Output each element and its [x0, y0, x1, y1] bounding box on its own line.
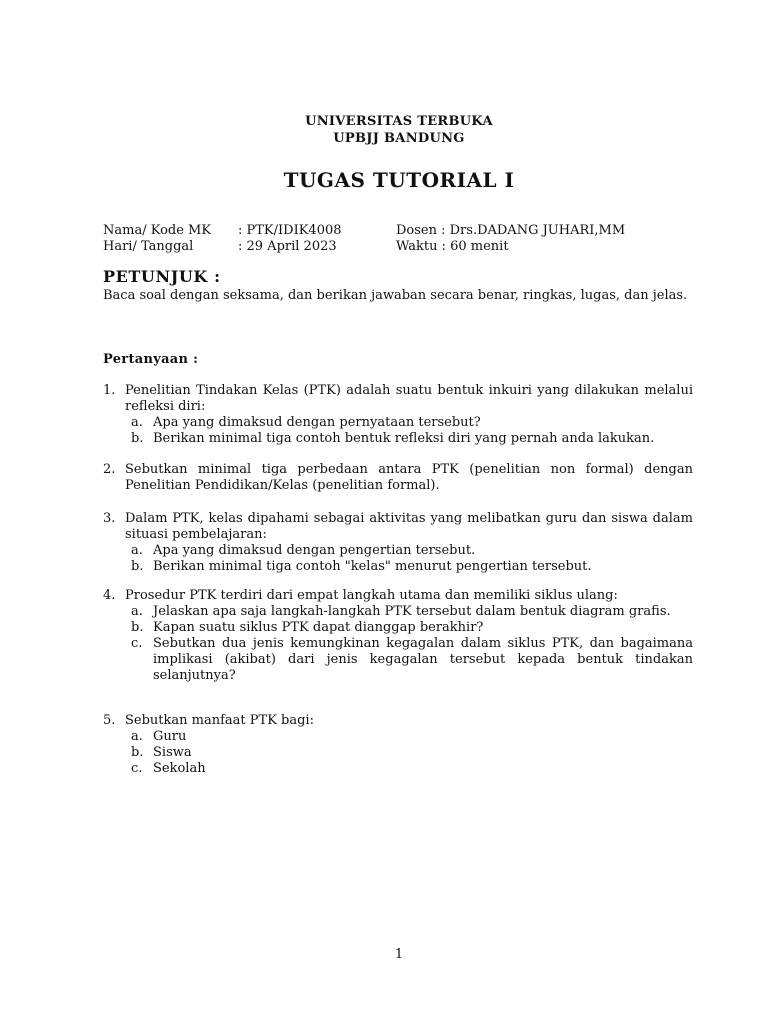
question-number: 3.: [103, 511, 116, 526]
lecturer: Dosen : Drs.DADANG JUHARI,MM: [396, 223, 626, 238]
question-4: [103, 588, 693, 684]
sub-question-5b: [103, 745, 693, 761]
sub-text: Sekolah: [153, 761, 206, 776]
sub-question-1b: [103, 431, 693, 447]
sub-text: Kapan suatu siklus PTK dapat dianggap berakhir?: [153, 620, 484, 635]
sub-letter: b.: [131, 559, 144, 574]
sub-letter: c.: [131, 761, 143, 776]
question-3: [103, 511, 693, 575]
questions-heading: Pertanyaan :: [103, 352, 199, 367]
question-text: Sebutkan minimal tiga perbedaan antara PTK (penelitian non formal) dengan Penelitian Pendidikan/Kelas (penelitian formal).: [125, 462, 693, 493]
sub-question-1a: [103, 415, 693, 431]
instructions-heading: PETUNJUK :: [103, 267, 221, 286]
branch-name: UPBJJ BANDUNG: [333, 131, 465, 146]
instructions-text: Baca soal dengan seksama, dan berikan jawaban secara benar, ringkas, lugas, dan jelas.: [103, 288, 688, 303]
question-1-stem: [103, 383, 693, 415]
question-5: [103, 713, 693, 777]
question-text: Dalam PTK, kelas dipahami sebagai aktivitas yang melibatkan guru dan siswa dalam situasi pembelajaran:: [125, 511, 693, 542]
date-value: : 29 April 2023: [238, 239, 337, 254]
time-limit: Waktu : 60 menit: [396, 239, 509, 254]
sub-letter: a.: [131, 543, 143, 558]
sub-letter: c.: [131, 636, 143, 651]
date-label: Hari/ Tanggal: [103, 239, 194, 254]
sub-text: Guru: [153, 729, 187, 744]
sub-text: Jelaskan apa saja langkah-langkah PTK tersebut dalam bentuk diagram grafis.: [153, 604, 671, 619]
sub-question-4c: [103, 636, 693, 684]
question-text: Sebutkan manfaat PTK bagi:: [125, 713, 314, 728]
question-number: 1.: [103, 383, 116, 398]
sub-question-4a: [103, 604, 693, 620]
sub-text: Sebutkan dua jenis kemungkinan kegagalan dalam siklus PTK, dan bagaimana implikasi (akibat) dari jenis kegagalan tersebut kepada bentuk tindakan selanjutnya?: [153, 636, 693, 683]
question-3-stem: [103, 511, 693, 543]
question-text: Prosedur PTK terdiri dari empat langkah utama dan memiliki siklus ulang:: [125, 588, 618, 603]
sub-question-3a: [103, 543, 693, 559]
sub-question-5a: [103, 729, 693, 745]
question-1: [103, 383, 693, 447]
sub-text: Apa yang dimaksud dengan pengertian tersebut.: [153, 543, 476, 558]
question-number: 5.: [103, 713, 116, 728]
sub-letter: a.: [131, 415, 143, 430]
question-number: 4.: [103, 588, 116, 603]
sub-question-3b: [103, 559, 693, 575]
question-5-stem: [103, 713, 693, 729]
question-text: Penelitian Tindakan Kelas (PTK) adalah suatu bentuk inkuiri yang dilakukan melalui refleksi diri:: [125, 383, 693, 414]
sub-letter: b.: [131, 620, 144, 635]
question-4-stem: [103, 588, 693, 604]
university-name: UNIVERSITAS TERBUKA: [305, 114, 493, 129]
sub-letter: a.: [131, 729, 143, 744]
page-number: 1: [394, 947, 404, 962]
sub-text: Berikan minimal tiga contoh "kelas" menurut pengertian tersebut.: [153, 559, 592, 574]
question-2-stem: [103, 462, 693, 494]
sub-text: Apa yang dimaksud dengan pernyataan tersebut?: [153, 415, 481, 430]
course-value: : PTK/IDIK4008: [238, 223, 342, 238]
question-number: 2.: [103, 462, 116, 477]
sub-text: Siswa: [153, 745, 192, 760]
sub-letter: b.: [131, 745, 144, 760]
document-title: TUGAS TUTORIAL I: [283, 168, 515, 192]
sub-text: Berikan minimal tiga contoh bentuk refleksi diri yang pernah anda lakukan.: [153, 431, 655, 446]
sub-question-5c: [103, 761, 693, 777]
course-label: Nama/ Kode MK: [103, 223, 212, 238]
sub-letter: a.: [131, 604, 143, 619]
question-2: [103, 462, 693, 494]
sub-question-4b: [103, 620, 693, 636]
sub-letter: b.: [131, 431, 144, 446]
